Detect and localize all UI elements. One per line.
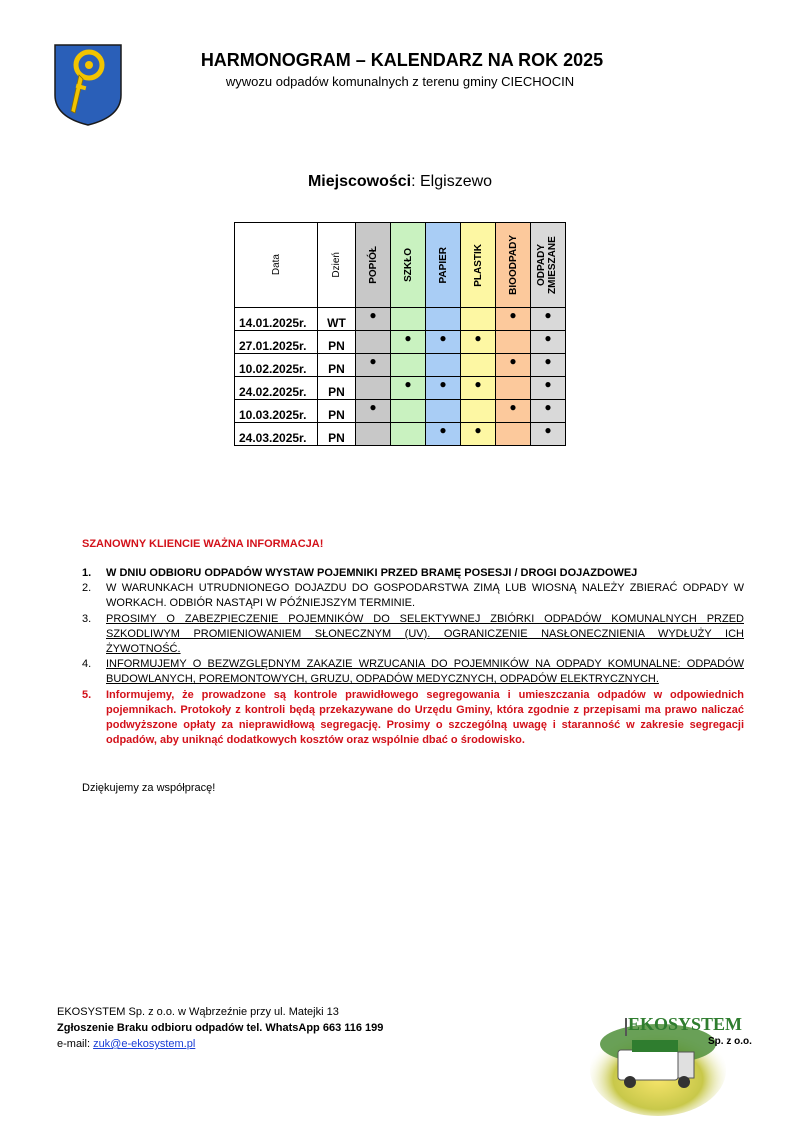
logo-text: EKOSYSTEM [628, 1014, 743, 1034]
pickup-dot: ● [474, 423, 482, 437]
header-papier: PAPIER [426, 223, 461, 308]
date-cell: 24.02.2025r. [235, 377, 318, 400]
day-cell: PN [318, 331, 356, 354]
cell-odpady-zmieszane [531, 354, 566, 377]
cell-popiol [356, 423, 391, 446]
pickup-dot: ● [544, 423, 552, 437]
cell-papier [426, 354, 461, 377]
pickup-dot: ● [369, 400, 377, 414]
page-title: HARMONOGRAM – KALENDARZ NA ROK 2025 [200, 50, 604, 70]
footer-email-label: e-mail: [57, 1038, 94, 1050]
cell-popiol [356, 354, 391, 377]
cell-plastik [461, 354, 496, 377]
pickup-dot: ● [439, 423, 447, 437]
schedule-header-row [235, 223, 566, 308]
schedule-row [235, 308, 566, 331]
pickup-dot: ● [509, 400, 517, 414]
cell-odpady-zmieszane [531, 308, 566, 331]
schedule-row [235, 377, 566, 400]
locality-line [0, 173, 800, 191]
day-cell: PN [318, 354, 356, 377]
cell-plastik [461, 400, 496, 423]
pickup-dot: ● [544, 400, 552, 414]
pickup-dot: ● [369, 354, 377, 368]
cell-plastik [461, 377, 496, 400]
cell-odpady-zmieszane [531, 423, 566, 446]
footer [57, 1004, 383, 1052]
header-plastik: PLASTIK [461, 223, 496, 308]
notice-item: 4. INFORMUJEMY O BEZWZGLĘDNYM ZAKAZIE WRZUCANIA DO POJEMNIKÓW NA ODPADY KOMUNALNE: ODPADÓW BUDOWLANYCH, POREMONTOWYCH, GRUZU, ODPADÓW MEDYCZNYCH, ODPADÓW ELEKTRYCZNYCH. [82, 658, 744, 686]
notice-list [82, 566, 744, 748]
cell-popiol [356, 400, 391, 423]
header-odpady-zmieszane: ODPADY ZMIESZANE [531, 223, 566, 308]
day-cell: WT [318, 308, 356, 331]
cell-bioodpady [496, 423, 531, 446]
date-cell: 27.01.2025r. [235, 331, 318, 354]
cell-plastik [461, 331, 496, 354]
schedule-row [235, 354, 566, 377]
pickup-dot: ● [439, 331, 447, 345]
notice-item: 5. Informujemy, że prowadzone są kontrole prawidłowego segregowania i umieszczania odpadów w odpowiednich pojemnikach. Protokoły z kontroli będą przekazywane do Urzędu Gminy, która zgodnie z przepisami ma prawo naliczać podwyższone opłaty za nieprawidłową segregację. Prosimy o szczególną uwagę i staranność w zakresie segregacji odpadów, aby uniknąć dodatkowych kosztów oraz wspólnie dbać o środowisko. [82, 688, 744, 747]
cell-papier [426, 308, 461, 331]
header-popiol: POPIÓŁ [356, 223, 391, 308]
cell-szklo [391, 400, 426, 423]
header-bioodpady: BIOODPADY [496, 223, 531, 308]
footer-email-line [57, 1036, 383, 1052]
pickup-dot: ● [369, 308, 377, 322]
cell-szklo [391, 308, 426, 331]
pickup-dot: ● [544, 308, 552, 322]
cell-plastik [461, 423, 496, 446]
cell-papier [426, 400, 461, 423]
schedule-row [235, 331, 566, 354]
locality-value: Elgiszewo [415, 173, 493, 190]
notice-item: 1. W DNIU ODBIORU ODPADÓW WYSTAW POJEMNIKI PRZED BRAMĘ POSESJI / DROGI DOJAZDOWEJ [82, 567, 638, 579]
cell-szklo [391, 423, 426, 446]
header-day: Dzień [318, 223, 356, 308]
pickup-dot: ● [509, 354, 517, 368]
schedule-table [234, 222, 566, 446]
cell-popiol [356, 331, 391, 354]
logo-suffix: Sp. z o.o. [708, 1036, 752, 1047]
email-link[interactable]: zuk@e-ekosystem.pl [93, 1038, 196, 1050]
cell-odpady-zmieszane [531, 377, 566, 400]
cell-bioodpady [496, 377, 531, 400]
cell-szklo [391, 377, 426, 400]
notice-item: 2. W WARUNKACH UTRUDNIONEGO DOJAZDU DO GOSPODARSTWA ZIMĄ LUB WIOSNĄ NALEŻY ZBIERAĆ ODPADY W WORKACH. ODBIÓR NASTĄPI W PÓŹNIEJSZYM TERMINIE. [82, 582, 744, 610]
pickup-dot: ● [404, 331, 412, 345]
cell-plastik [461, 308, 496, 331]
date-cell: 10.03.2025r. [235, 400, 318, 423]
date-cell: 24.03.2025r. [235, 423, 318, 446]
thanks-text: Dziękujemy za współpracę! [82, 782, 216, 794]
date-cell: 14.01.2025r. [235, 308, 318, 331]
day-cell: PN [318, 423, 356, 446]
cell-popiol [356, 308, 391, 331]
day-cell: PN [318, 400, 356, 423]
header-szklo: SZKŁO [391, 223, 426, 308]
pickup-dot: ● [474, 331, 482, 345]
schedule-body [235, 308, 566, 446]
pickup-dot: ● [544, 377, 552, 391]
footer-hotline: Zgłoszenie Braku odbioru odpadów tel. WhatsApp 663 116 199 [57, 1022, 384, 1034]
header-date: Data [235, 223, 318, 308]
cell-papier [426, 377, 461, 400]
cell-szklo [391, 331, 426, 354]
pickup-dot: ● [544, 354, 552, 368]
cell-szklo [391, 354, 426, 377]
date-cell: 10.02.2025r. [235, 354, 318, 377]
ekosystem-logo [588, 1000, 760, 1118]
cell-bioodpady [496, 331, 531, 354]
pickup-dot: ● [474, 377, 482, 391]
cell-papier [426, 423, 461, 446]
pickup-dot: ● [404, 377, 412, 391]
footer-address: EKOSYSTEM Sp. z o.o. w Wąbrzeźnie przy ul. Matejki 13 [57, 1006, 339, 1018]
pickup-dot: ● [509, 308, 517, 322]
cell-bioodpady [496, 400, 531, 423]
schedule-row [235, 400, 566, 423]
cell-bioodpady [496, 308, 531, 331]
cell-odpady-zmieszane [531, 400, 566, 423]
schedule-row [235, 423, 566, 446]
notice-heading: SZANOWNY KLIENCIE WAŻNA INFORMACJA! [82, 538, 324, 550]
cell-bioodpady [496, 354, 531, 377]
locality-label: Miejscowości [307, 173, 412, 190]
cell-odpady-zmieszane [531, 331, 566, 354]
cell-papier [426, 331, 461, 354]
page-subtitle: wywozu odpadów komunalnych z terenu gminy CIECHOCIN [225, 74, 575, 89]
pickup-dot: ● [439, 377, 447, 391]
notice-item: 3. PROSIMY O ZABEZPIECZENIE POJEMNIKÓW DO SELEKTYWNEJ ZBIÓRKI ODPADÓW KOMUNALNYCH PRZED SZKODLIWYM PROMIENIOWANIEM SŁONECZNYM (UV). OGRANICZENIE NASŁONECZNIENIA WYDŁUŻY ICH ŻYWOTNOŚĆ. [82, 612, 744, 656]
pickup-dot: ● [544, 331, 552, 345]
cell-popiol [356, 377, 391, 400]
day-cell: PN [318, 377, 356, 400]
locality-separator: : [411, 173, 416, 190]
